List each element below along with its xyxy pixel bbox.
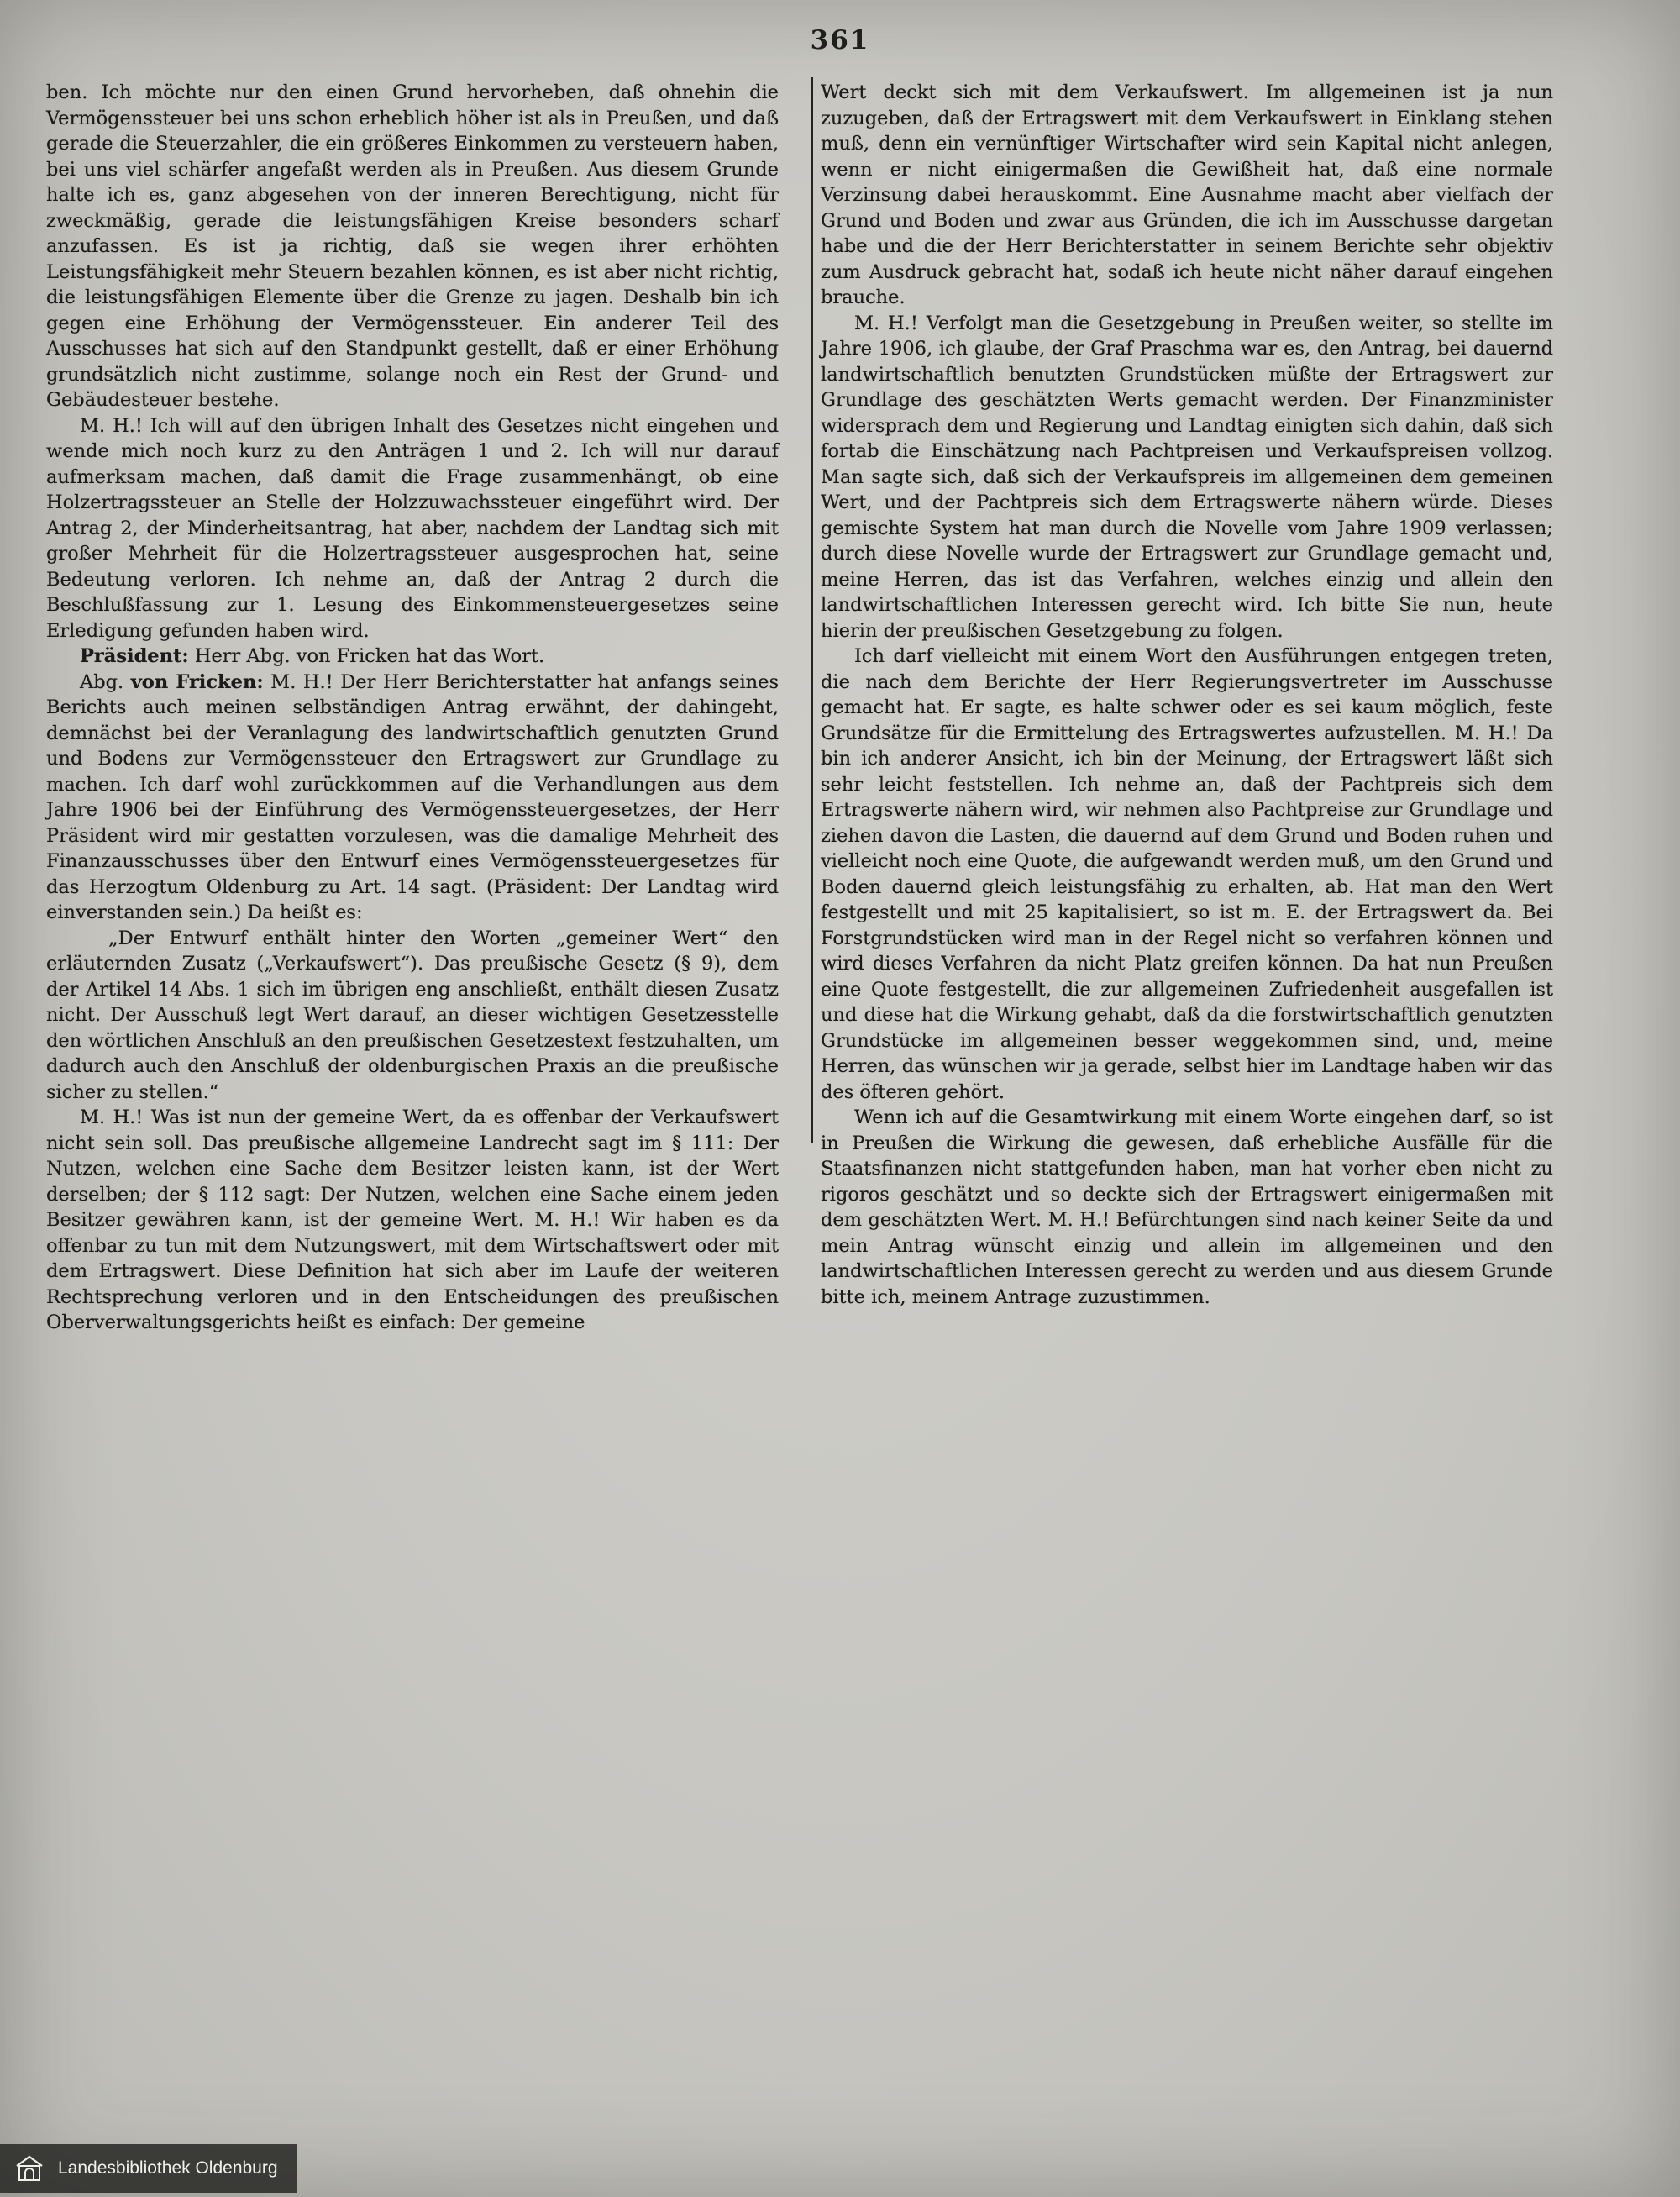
paragraph: [46, 926, 779, 1106]
left-column: [46, 80, 795, 1336]
paragraph: [821, 1105, 1553, 1310]
library-name-label: Landesbibliothek Oldenburg: [58, 2158, 278, 2178]
paragraph-text: M. H.! Der Herr Berichterstatter hat anfangs seines Berichts auch meinen selbständigen Antrag erwähnt, der dahingeht, demnächst bei der Veranlagung des landwirtschaftlich genutzten Grund und Bodens zur Vermögenssteuer den Ertragswert zur Grundlage zu machen. Ich darf wohl zurückkommen auf die Verhandlungen aus dem Jahre 1906 bei der Einführung des Vermögenssteuergesetzes, der Herr Präsident wird mir gestatten vorzulesen, was die damalige Mehrheit des Finanzausschusses über den Entwurf eines Vermögenssteuergesetzes für das Herzogtum Oldenburg zu Art. 14 sagt. (Präsident: Der Landtag wird einverstanden sein.) Da heißt es:: [46, 670, 779, 923]
paragraph-text: Wenn ich auf die Gesamtwirkung mit einem Worte eingehen darf, so ist in Preußen die Wirkung die gewesen, daß erhebliche Ausfälle für die Staatsfinanzen nicht stattgefunden haben, man hat vorher eben nicht zu rigoros geschätzt und so deckte sich der Ertragswert einigermaßen mit dem geschätzten Wert. M. H.! Befürchtungen sind nach keiner Seite da und mein Antrag wünscht einzig und allein im allgemeinen und den landwirtschaftlichen Interessen gerecht zu werden und aus diesem Grunde bitte ich, meinem Antrage zuzustimmen.: [821, 1106, 1553, 1308]
paragraph: [46, 670, 779, 926]
paragraph-text: Ich darf vielleicht mit einem Wort den Ausführungen entgegen treten, die nach dem Berichte der Herr Regierungsvertreter im Ausschusse gemacht hat. Er sagte, es halte schwer oder es sei kaum möglich, feste Grundsätze für die Ermittelung des Ertragswertes aufzustellen. M. H.! Da bin ich anderer Ansicht, ich bin der Meinung, der Ertragswert läßt sich sehr leicht feststellen. Ich nehme an, daß der Pachtpreis sich dem Ertragswerte nähern wird, wir nehmen also Pachtpreise zur Grundlage und ziehen davon die Lasten, die dauernd auf dem Grund und Boden ruhen und vielleicht noch eine Quote, die aufgewandt werden muß, um den Grund und Boden dauernd gleich leistungsfähig zu erhalten, ab. Hat man den Wert festgestellt und mit 25 kapitalisiert, so ist m. E. der Ertragswert da. Bei Forstgrundstücken wird man in der Regel nicht so verfahren können und wird dieses Verfahren da nicht Platz greifen können. Da hat nun Preußen eine Quote festgestellt, die zur allgemeinen Zufriedenheit ausgefallen ist und diese hat die Wirkung gehabt, daß da die forstwirtschaftlich genutzten Grundstücke im allgemeinen besser weggekommen sind, und, meine Herren, das wünschen wir ja gerade, selbst hier im Landtage haben wir das des öfteren gehört.: [821, 645, 1553, 1103]
paragraph: [46, 644, 779, 670]
text-columns: [46, 80, 1592, 1336]
paragraph: [46, 80, 779, 413]
paragraph: [821, 644, 1553, 1105]
paragraph-text: „Der Entwurf enthält hinter den Worten „gemeiner Wert“ den erläuternden Zusatz („Verkaufswert“). Das preußische Gesetz (§ 9), dem der Artikel 14 Abs. 1 sich im übrigen eng anschließt, enthält diesen Zusatz nicht. Der Ausschuß legt Wert darauf, an dieser wichtigen Gesetzesstelle den wörtlichen Anschluß an den preußischen Gesetzestext festzuhalten, um dadurch auch den Anschluß der oldenburgischen Praxis an die preußische sicher zu stellen.“: [46, 927, 779, 1103]
library-watermark-bar: [0, 2144, 297, 2193]
library-logo-icon: [13, 2152, 45, 2184]
right-column: [797, 80, 1553, 1336]
paragraph: [821, 311, 1553, 644]
paragraph-text: Wert deckt sich mit dem Verkaufswert. Im allgemeinen ist ja nun zuzugeben, daß der Ertragswert mit dem Verkaufswert in Einklang stehen muß, denn ein vernünftiger Wirtschafter wird sein Kapital nicht anlegen, wenn er nicht einigermaßen die Gewißheit hat, daß eine normale Verzinsung dabei herauskommt. Eine Ausnahme macht aber vielfach der Grund und Boden und zwar aus Gründen, die ich im Ausschusse dargetan habe und die der Herr Berichterstatter in seinem Berichte sehr objektiv zum Ausdruck gebracht hat, sodaß ich heute nicht näher darauf eingehen brauche.: [821, 81, 1553, 308]
paragraph-text: M. H.! Verfolgt man die Gesetzgebung in Preußen weiter, so stellte im Jahre 1906, ich glaube, der Graf Praschma war es, den Antrag, bei dauernd landwirtschaftlich benutzten Grundstücken müßte der Ertragswert zur Grundlage des geschätzten Werts gemacht werden. Der Finanzminister widersprach dem und Regierung und Landtag einigten sich dahin, daß sich fortab die Einschätzung nach Pachtpreisen und Verkaufspreisen vollzog. Man sagte sich, daß sich der Verkaufspreis im allgemeinen dem gemeinen Wert, und der Pachtpreis sich dem Ertragswerte nähern würde. Dieses gemischte System hat man durch die Novelle vom Jahre 1909 verlassen; durch diese Novelle wurde der Ertragswert zur Grundlage gemacht und, meine Herren, das ist das Verfahren, welches einzig und allein den landwirtschaftlichen Interessen gerecht wird. Ich bitte Sie nun, heute hierin der preußischen Gesetzgebung zu folgen.: [821, 312, 1553, 642]
paragraph: [46, 413, 779, 644]
paragraph-text: Herr Abg. von Fricken hat das Wort.: [188, 645, 545, 667]
paragraph-text: M. H.! Ich will auf den übrigen Inhalt des Gesetzes nicht eingehen und wende mich noch kurz zu den Anträgen 1 und 2. Ich will nur darauf aufmerksam machen, daß damit die Frage zusammenhängt, ob eine Holzertragssteuer an Stelle der Holzzuwachssteuer eingeführt wird. Der Antrag 2, der Minderheitsantrag, hat aber, nachdem der Landtag sich mit großer Mehrheit für die Holzertragssteuer ausgesprochen hat, seine Bedeutung verloren. Ich nehme an, daß der Antrag 2 durch die Beschlußfassung zur 1. Lesung des Einkommensteuergesetzes seine Erledigung gefunden haben wird.: [46, 414, 779, 642]
page-number: 361: [810, 25, 870, 55]
speaker-name: von Fricken:: [130, 670, 264, 693]
speaker-name: Präsident:: [80, 645, 189, 667]
paragraph-text: ben. Ich möchte nur den einen Grund hervorheben, daß ohnehin die Vermögenssteuer bei uns schon erheblich höher ist als in Preußen, und daß gerade die Steuerzahler, die ein größeres Einkommen zu versteuern haben, bei uns viel schärfer angefaßt werden als in Preußen. Aus diesem Grunde halte ich es, ganz abgesehen von der inneren Berechtigung, nicht für zweckmäßig, gerade die leistungsfähigen Kreise besonders scharf anzufassen. Es ist ja richtig, daß sie wegen ihrer erhöhten Leistungsfähigkeit mehr Steuern bezahlen können, es ist aber nicht richtig, die leistungsfähigen Elemente über die Grenze zu jagen. Deshalb bin ich gegen eine Erhöhung der Vermögenssteuer. Ein anderer Teil des Ausschusses hat sich auf den Standpunkt gestellt, daß er einer Erhöhung grundsätzlich nicht zustimme, solange noch ein Rest der Grund- und Gebäudesteuer bestehe.: [46, 81, 779, 411]
paragraph: [46, 1105, 779, 1336]
paragraph-text: M. H.! Was ist nun der gemeine Wert, da es offenbar der Verkaufswert nicht sein soll. Das preußische allgemeine Landrecht sagt im § 111: Der Nutzen, welchen eine Sache dem Besitzer leisten kann, ist der Wert derselben; der § 112 sagt: Der Nutzen, welchen eine Sache einem jeden Besitzer gewähren kann, ist der gemeine Wert. M. H.! Wir haben es da offenbar zu tun mit dem Nutzungswert, mit dem Wirtschaftswert oder mit dem Ertragswert. Diese Definition hat sich aber im Laufe der weiteren Rechtsprechung verloren und in den Entscheidungen des preußischen Oberverwaltungsgerichts heißt es einfach: Der gemeine: [46, 1106, 779, 1333]
paragraph-text: Abg.: [80, 670, 131, 693]
paragraph: [821, 80, 1553, 311]
